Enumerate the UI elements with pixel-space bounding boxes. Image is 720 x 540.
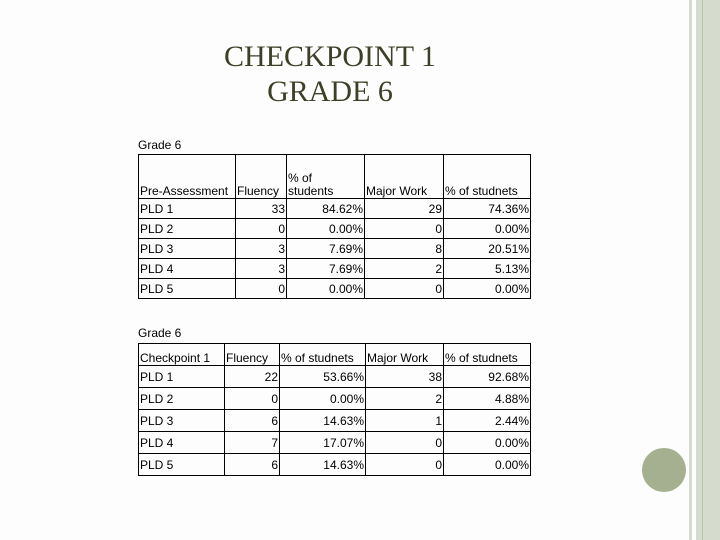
value-cell: 0.00%: [287, 219, 365, 239]
table-row: [139, 410, 531, 432]
value-cell: 0.00%: [287, 279, 365, 299]
value-cell: 14.63%: [280, 454, 366, 476]
value-cell: 0.00%: [444, 454, 531, 476]
row-label-cell: PLD 2: [139, 388, 225, 410]
value-cell: 0: [236, 219, 287, 239]
value-cell: 74.36%: [444, 199, 531, 219]
value-cell: 14.63%: [280, 410, 366, 432]
value-cell: 0: [225, 388, 280, 410]
header-cell: Major Work: [366, 344, 444, 366]
table-row: [139, 259, 531, 279]
value-cell: 3: [236, 239, 287, 259]
header-cell: [287, 155, 365, 199]
header-cell: Pre-Assessment: [139, 155, 236, 199]
table-row: [139, 432, 531, 454]
table-header-row: [139, 344, 531, 366]
value-cell: 7.69%: [287, 239, 365, 259]
table-row: [139, 199, 531, 219]
value-cell: 2.44%: [444, 410, 531, 432]
row-label-cell: PLD 1: [139, 366, 225, 388]
row-label-cell: PLD 5: [139, 279, 236, 299]
value-cell: 0: [365, 219, 444, 239]
header-cell: Checkpoint 1: [139, 344, 225, 366]
value-cell: 20.51%: [444, 239, 531, 259]
value-cell: 38: [366, 366, 444, 388]
value-cell: 4.88%: [444, 388, 531, 410]
slide-title-line1: CHECKPOINT 1: [224, 40, 436, 73]
row-label-cell: PLD 4: [139, 259, 236, 279]
table-row: [139, 366, 531, 388]
table-header-row: [139, 155, 531, 199]
value-cell: 5.13%: [444, 259, 531, 279]
table-row: [139, 239, 531, 259]
row-label-cell: PLD 1: [139, 199, 236, 219]
value-cell: 84.62%: [287, 199, 365, 219]
slide-title-line2: GRADE 6: [267, 75, 393, 108]
table-row: [139, 388, 531, 410]
table-row: [139, 279, 531, 299]
value-cell: 22: [225, 366, 280, 388]
value-cell: 0: [366, 432, 444, 454]
value-cell: 3: [236, 259, 287, 279]
value-cell: 7.69%: [287, 259, 365, 279]
checkpoint-table: [138, 343, 531, 476]
row-label-cell: PLD 3: [139, 239, 236, 259]
row-label-cell: PLD 4: [139, 432, 225, 454]
decorative-circle: [642, 448, 686, 492]
value-cell: 7: [225, 432, 280, 454]
value-cell: 0.00%: [444, 219, 531, 239]
table1-caption: Grade 6: [138, 138, 182, 152]
value-cell: 0.00%: [444, 279, 531, 299]
decorative-rail: [689, 0, 692, 540]
value-cell: 1: [366, 410, 444, 432]
table2-caption: Grade 6: [138, 326, 182, 340]
value-cell: 29: [365, 199, 444, 219]
value-cell: 0: [365, 279, 444, 299]
value-cell: 2: [365, 259, 444, 279]
header-cell: % of studnets: [444, 344, 531, 366]
row-label-cell: PLD 3: [139, 410, 225, 432]
header-cell: Fluency: [236, 155, 287, 199]
header-text: % of students: [288, 171, 334, 198]
value-cell: 0.00%: [444, 432, 531, 454]
header-cell: % of studnets: [444, 155, 531, 199]
table-row: [139, 219, 531, 239]
row-label-cell: PLD 5: [139, 454, 225, 476]
value-cell: 8: [365, 239, 444, 259]
value-cell: 53.66%: [280, 366, 366, 388]
pre-assessment-table: [138, 154, 531, 299]
header-cell: Major Work: [365, 155, 444, 199]
decorative-rail-band: [696, 0, 720, 540]
row-label-cell: PLD 2: [139, 219, 236, 239]
value-cell: 2: [366, 388, 444, 410]
value-cell: 92.68%: [444, 366, 531, 388]
value-cell: 0: [366, 454, 444, 476]
value-cell: 33: [236, 199, 287, 219]
value-cell: 6: [225, 454, 280, 476]
value-cell: 0: [236, 279, 287, 299]
value-cell: 0.00%: [280, 388, 366, 410]
value-cell: 17.07%: [280, 432, 366, 454]
header-cell: % of studnets: [280, 344, 366, 366]
header-cell: Fluency: [225, 344, 280, 366]
value-cell: 6: [225, 410, 280, 432]
table-row: [139, 454, 531, 476]
decorative-rail-line: [702, 0, 703, 540]
